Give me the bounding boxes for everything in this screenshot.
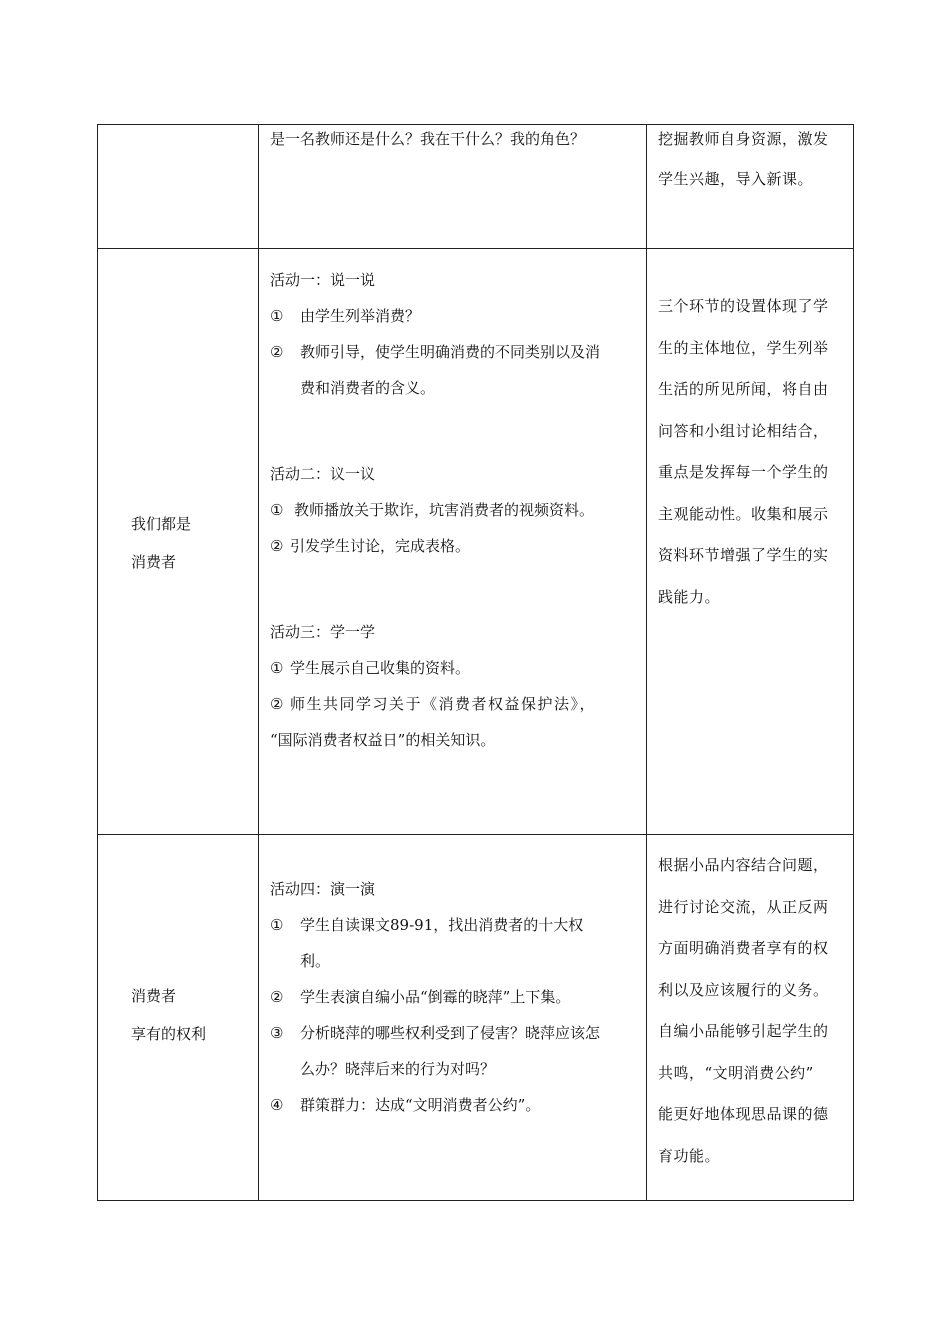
design-line: 育功能。 [658, 1146, 721, 1165]
activity-heading: 活动四：演一演 [270, 880, 376, 898]
design-intent-cell [647, 125, 854, 249]
list-item [270, 334, 638, 406]
section-title-line: 我们都是 [131, 515, 192, 533]
item-text: 利。 [300, 952, 331, 970]
activity-cell [259, 835, 647, 1201]
item-text: 群策群力：达成“文明消费者公约”。 [300, 1096, 541, 1114]
activity-heading: 活动一：说一说 [270, 271, 376, 289]
item-number: ① [270, 916, 284, 934]
table-row [98, 125, 854, 249]
list-item [270, 979, 638, 1015]
item-text: 由学生列举消费？ [300, 307, 421, 325]
section-title-line: 消费者 [131, 987, 177, 1005]
design-line: 共鸣，“文明消费公约” [658, 1063, 814, 1082]
section-title-cell [98, 249, 259, 835]
item-number: ② [270, 988, 284, 1006]
section-title-line: 消费者 [131, 553, 177, 571]
design-line: 三个环节的设置体现了学 [658, 297, 829, 315]
item-text: 费和消费者的含义。 [300, 379, 436, 397]
table-row [98, 249, 854, 835]
item-number: ② [270, 343, 284, 361]
design-line: 生活的所见所闻，将自由 [658, 380, 829, 398]
item-number: ② [270, 695, 284, 713]
list-item [270, 650, 638, 686]
item-text: 学生表演自编小品“倒霉的晓萍”上下集。 [300, 988, 571, 1006]
list-item [270, 907, 638, 979]
design-line: 学生兴趣，导入新课。 [658, 170, 814, 188]
item-number: ③ [270, 1024, 284, 1042]
item-text: 么办？晓萍后来的行为对吗？ [300, 1060, 496, 1078]
list-item [270, 298, 638, 334]
design-intent-cell [647, 249, 854, 835]
activity-cell [259, 125, 647, 249]
item-number: ① [270, 659, 284, 677]
activity-heading: 活动二：议一议 [270, 465, 376, 483]
item-number: ① [270, 501, 284, 519]
design-line: 根据小品内容结合问题， [658, 856, 829, 874]
item-text: 学生自读课文89-91，找出消费者的十大权 [300, 916, 584, 934]
item-text: “国际消费者权益日”的相关知识。 [270, 731, 496, 749]
design-line: 自编小品能够引起学生的 [658, 1022, 829, 1040]
activity-heading: 活动三：学一学 [270, 623, 376, 641]
item-text: 教师引导，使学生明确消费的不同类别以及消 [300, 343, 601, 361]
lesson-plan-table [97, 124, 854, 1201]
design-line: 生的主体地位，学生列举 [658, 338, 829, 357]
design-line: 主观能动性。收集和展示 [658, 504, 829, 523]
section-title-cell [98, 835, 259, 1201]
item-text: 师生共同学习关于《消费者权益保护法》， [290, 695, 597, 713]
list-item [270, 686, 638, 758]
activity-line: 是一名教师还是什么？我在干什么？我的角色？ [270, 130, 586, 148]
design-intent-cell [647, 835, 854, 1201]
design-line: 资料环节增强了学生的实 [658, 546, 829, 564]
list-item [270, 1015, 638, 1087]
design-line: 方面明确消费者享有的权 [658, 939, 829, 957]
item-text: 教师播放关于欺诈，坑害消费者的视频资料。 [294, 501, 595, 519]
design-line: 利以及应该履行的义务。 [658, 980, 829, 999]
item-number: ① [270, 307, 284, 325]
list-item [270, 1087, 638, 1123]
design-line: 进行讨论交流，从正反两 [658, 897, 829, 916]
section-title-cell [98, 125, 259, 249]
activity-cell [259, 249, 647, 835]
table-row [98, 835, 854, 1201]
list-item [270, 528, 638, 564]
section-title-line: 享有的权利 [131, 1025, 207, 1043]
design-line: 重点是发挥每一个学生的 [658, 463, 829, 481]
item-text: 引发学生讨论，完成表格。 [290, 537, 471, 555]
item-number: ② [270, 537, 284, 555]
item-text: 学生展示自己收集的资料。 [290, 659, 471, 677]
list-item [270, 492, 638, 528]
item-number: ④ [270, 1096, 284, 1114]
design-line: 能更好地体现思品课的德 [658, 1105, 829, 1123]
design-line: 问答和小组讨论相结合， [658, 421, 829, 440]
design-line: 挖掘教师自身资源，激发 [658, 130, 829, 148]
design-line: 践能力。 [658, 587, 721, 606]
item-text: 分析晓萍的哪些权利受到了侵害？晓萍应该怎 [300, 1024, 601, 1042]
